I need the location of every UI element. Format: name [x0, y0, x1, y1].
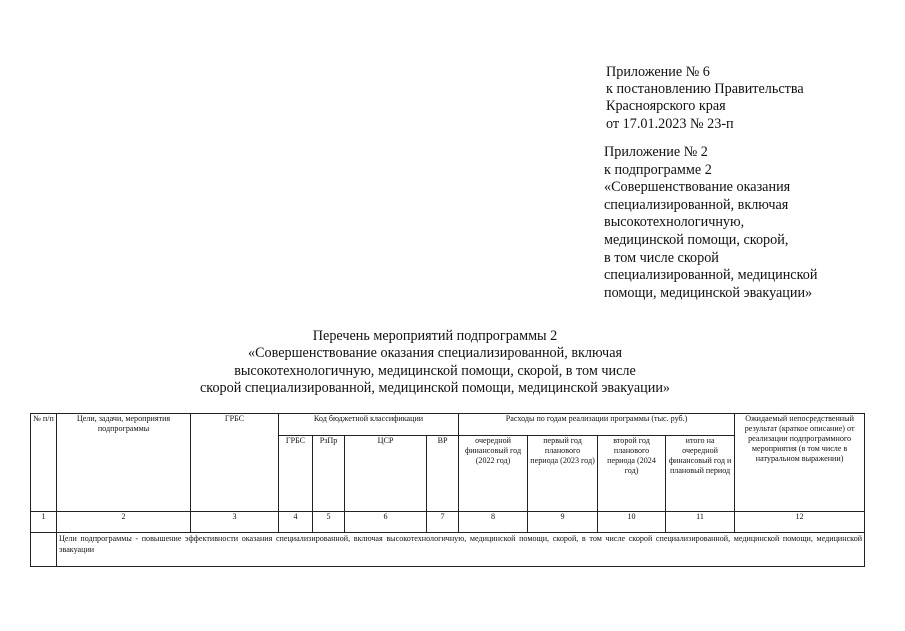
subheader-year-2024: второй год планового периода (2024 год): [598, 436, 666, 512]
column-number: 8: [459, 512, 528, 533]
title-line: скорой специализированной, медицинской помощи, медицинской эвакуации»: [199, 380, 671, 397]
title-line: Перечень мероприятий подпрограммы 2: [312, 328, 558, 344]
appendix-6-line: от 17.01.2023 № 23-п: [606, 115, 734, 132]
title-line: «Совершенствование оказания специализированной, включая: [247, 345, 623, 362]
subheader-total: итого на очередной финансовый год и плановый период: [666, 436, 735, 512]
subheader-vr: ВР: [427, 436, 459, 512]
appendix-2-line: к подпрограмме 2: [604, 161, 712, 178]
column-number: 1: [31, 512, 57, 533]
column-number: 5: [313, 512, 345, 533]
subheader-year-2023: первый год планового периода (2023 год): [528, 436, 598, 512]
table-header-row: [31, 414, 865, 436]
column-number: 4: [279, 512, 313, 533]
column-number: 9: [528, 512, 598, 533]
appendix-2-line: Приложение № 2: [604, 144, 708, 160]
goal-row-num-cell: [31, 533, 57, 567]
column-number-row: [31, 512, 865, 533]
appendix-2-header: [604, 144, 817, 302]
header-goals: Цели, задачи, мероприятия подпрограммы: [57, 414, 191, 512]
header-result: Ожидаемый непосредственный результат (краткое описание) от реализации подпрограммного мероприятия (в том числе в натуральном выражении): [735, 414, 865, 512]
appendix-2-line: медицинской помощи, скорой,: [604, 231, 789, 248]
header-budget-code: Код бюджетной классификации: [279, 414, 459, 436]
appendix-6-line: к постановлению Правительства: [606, 81, 804, 98]
subheader-rzpr: РзПр: [313, 436, 345, 512]
appendix-2-line: специализированной, медицинской: [604, 267, 818, 284]
column-number: 10: [598, 512, 666, 533]
appendix-2-line: высокотехнологичную,: [604, 214, 745, 231]
header-grbs: ГРБС: [191, 414, 279, 512]
title-line: высокотехнологичную, медицинской помощи, скорой, в том числе: [234, 362, 636, 379]
header-expenses: Расходы по годам реализации программы (тыс. руб.): [459, 414, 735, 436]
appendix-2-line: в том числе скорой: [604, 249, 719, 266]
column-number: 7: [427, 512, 459, 533]
document-title: [150, 328, 720, 398]
goal-row: [31, 533, 865, 567]
appendix-6-line: Приложение № 6: [606, 64, 710, 80]
appendix-2-line: помощи, медицинской эвакуации»: [604, 284, 813, 301]
header-num: № п/п: [31, 414, 57, 512]
goal-text: Цели подпрограммы - повышение эффективности оказания специализированной, включая высокотехнологичную, медицинской помощи, скорой, в том числе скорой специализированной, медицинской помощи, медицинской эвакуации: [59, 534, 863, 554]
column-number: 2: [57, 512, 191, 533]
column-number: 11: [666, 512, 735, 533]
subheader-year-2022: очередной финансовый год (2022 год): [459, 436, 528, 512]
goal-cell: [57, 533, 865, 567]
subheader-grbs: ГРБС: [279, 436, 313, 512]
column-number: 6: [345, 512, 427, 533]
column-number: 12: [735, 512, 865, 533]
appendix-2-line: «Совершенствование оказания: [604, 179, 791, 196]
appendix-6-line: Красноярского края: [606, 98, 726, 115]
subheader-csr: ЦСР: [345, 436, 427, 512]
appendix-6-header: [606, 64, 804, 133]
appendix-2-line: специализированной, включая: [604, 196, 789, 213]
activities-table: [30, 413, 865, 567]
column-number: 3: [191, 512, 279, 533]
